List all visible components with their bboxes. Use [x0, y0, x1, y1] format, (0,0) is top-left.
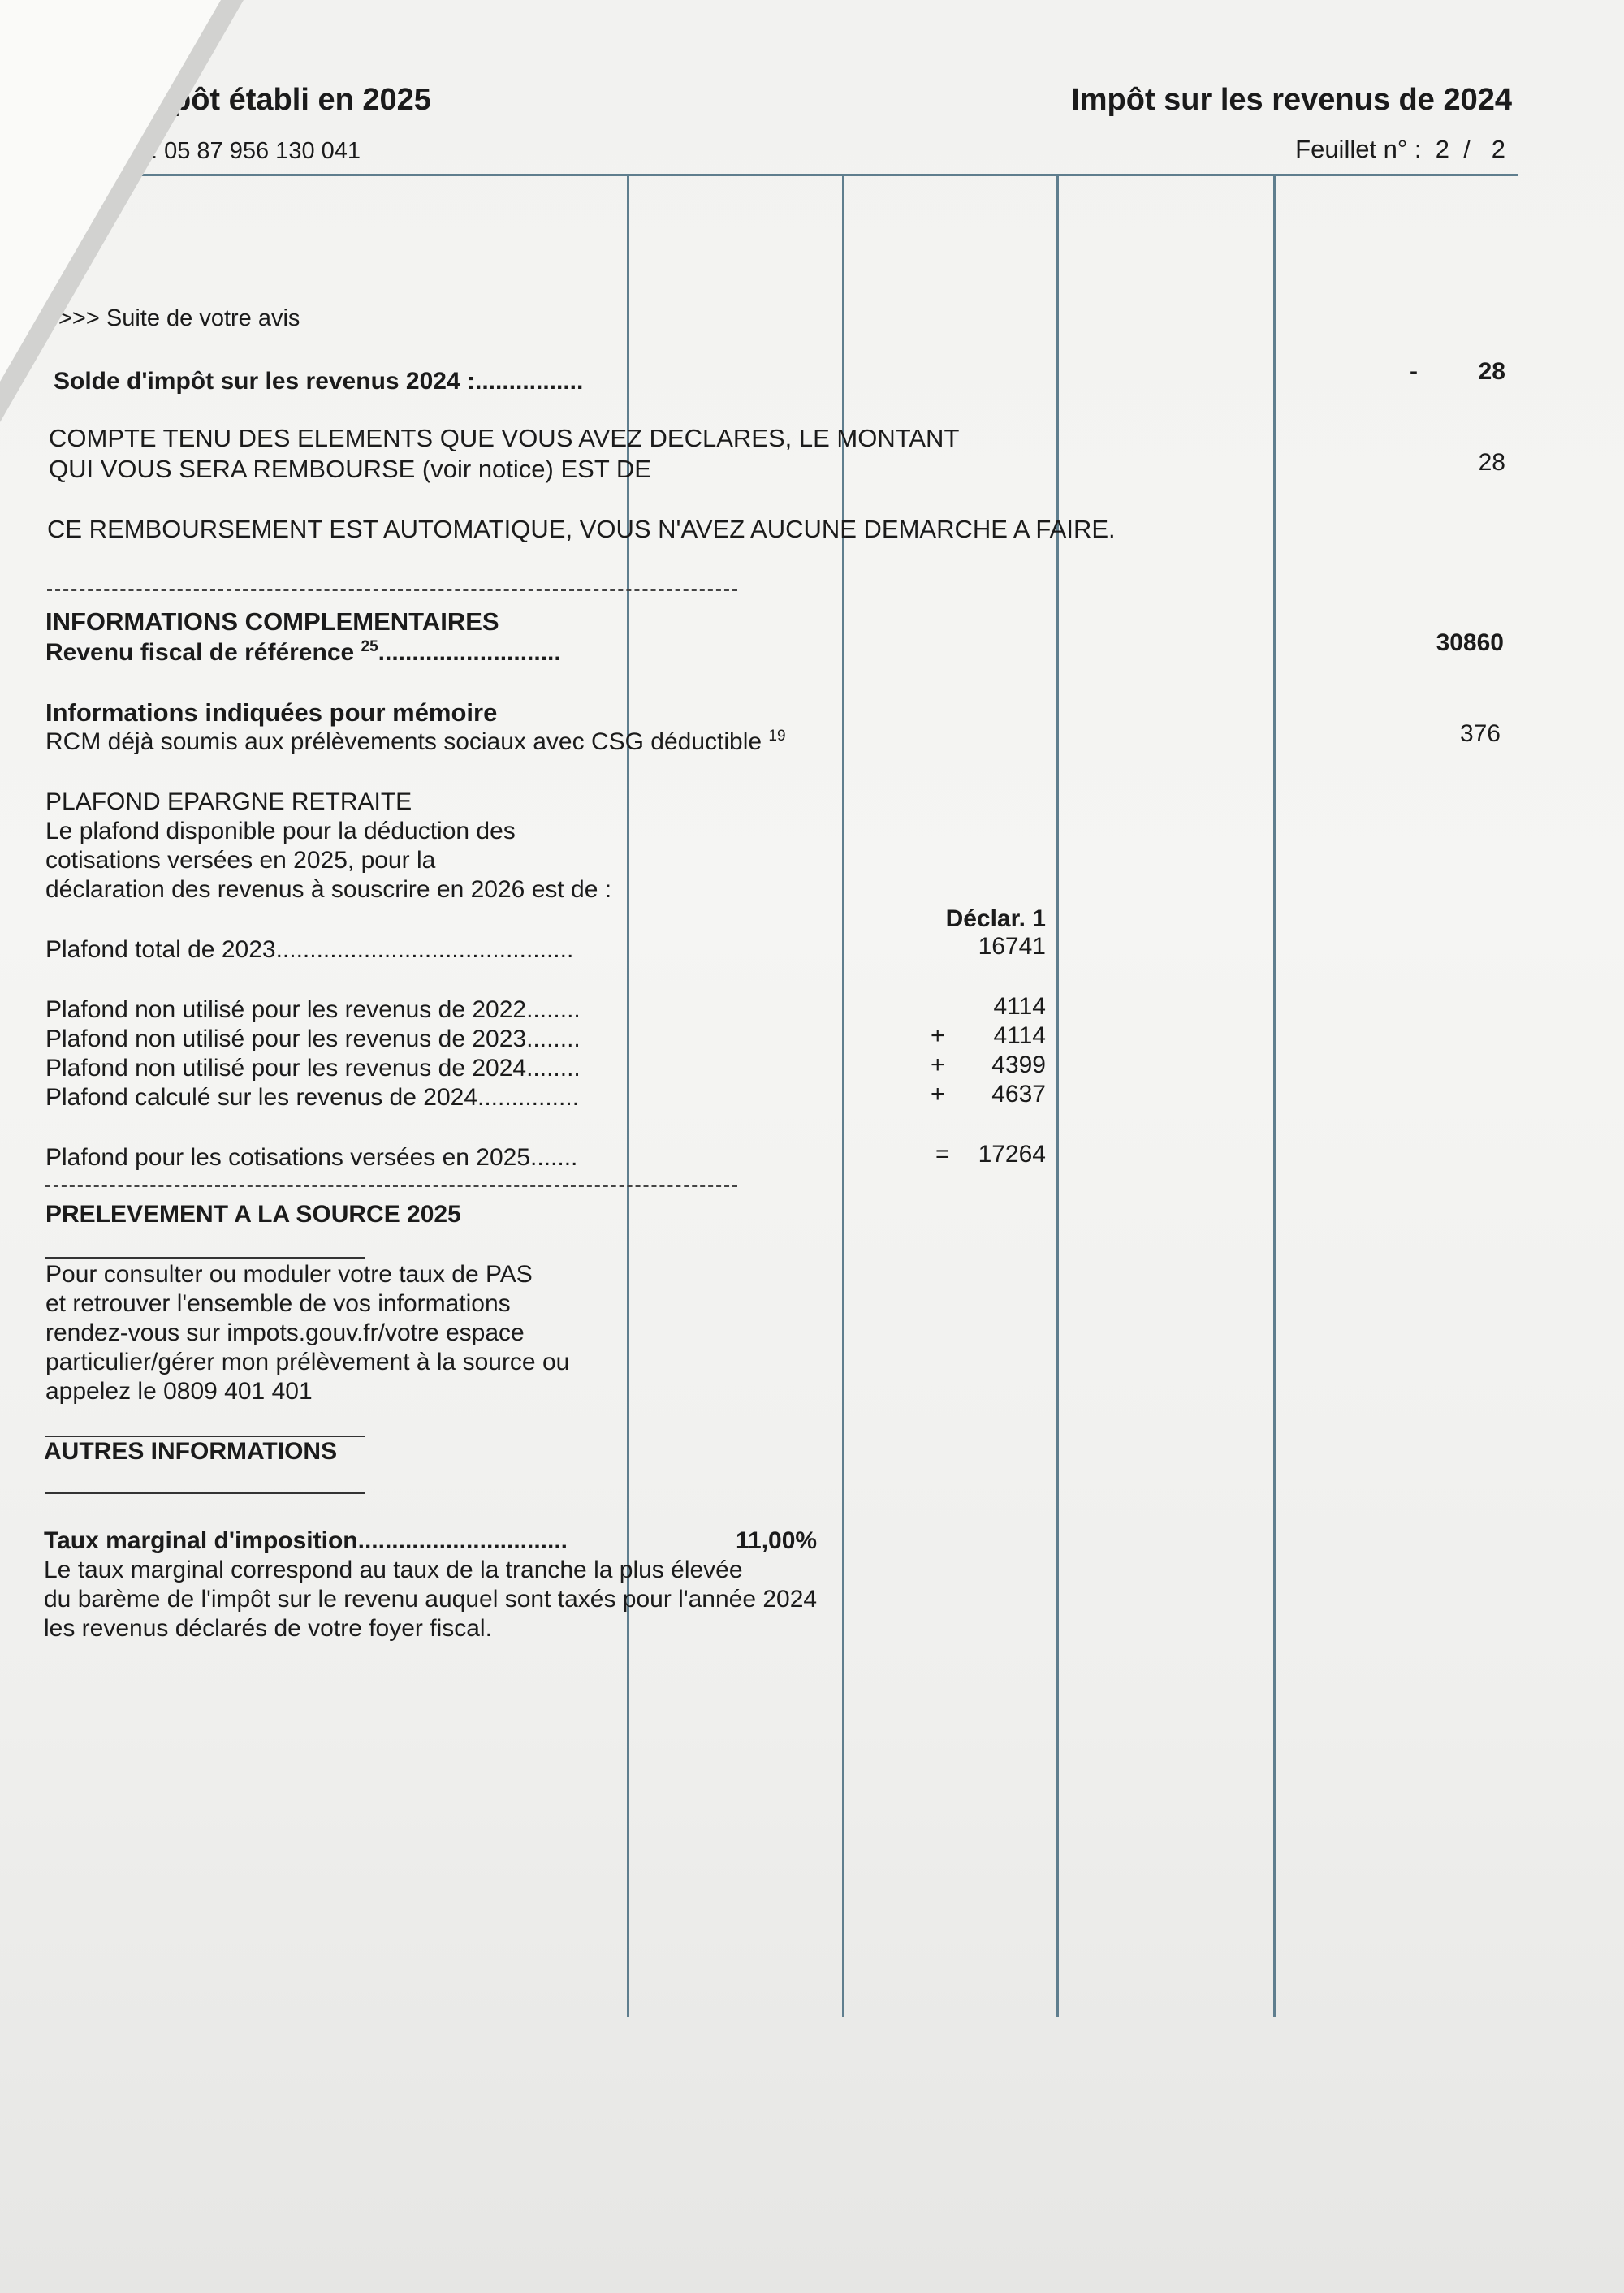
rfr-note-ref: 25 — [361, 638, 378, 655]
solde-value: 28 — [1478, 358, 1505, 385]
rfr-dots: ........................... — [378, 639, 561, 666]
declarant-column-header: Déclar. 1 — [945, 905, 1046, 932]
autres-line: du barème de l'impôt sur le revenu auquel sont taxés pour l'année 2024 — [44, 1586, 818, 1613]
rfr-value: 30860 — [1436, 629, 1504, 656]
autres-line: les revenus déclarés de votre foyer fiscal. — [44, 1615, 492, 1642]
suite-avis: >>> Suite de votre avis — [58, 305, 300, 331]
pas-line: rendez-vous sur impots.gouv.fr/votre espace — [45, 1319, 525, 1346]
plafond-desc-1: Le plafond disponible pour la déduction des — [45, 818, 516, 844]
taux-marginal-value: 11,00% — [736, 1527, 818, 1554]
header-left-title: pôt établi en 2025 — [172, 83, 431, 117]
refund-amount: 28 — [1478, 449, 1505, 476]
plafond-row-value: 17264 — [978, 1141, 1046, 1168]
plafond-row-label: Plafond non utilisé pour les revenus de 2022........ — [45, 996, 581, 1023]
sheet-number — [1295, 135, 1505, 164]
plafond-row-sign: = — [935, 1141, 950, 1168]
autres-heading: AUTRES INFORMATIONS — [44, 1438, 338, 1465]
folded-corner — [0, 0, 221, 382]
autres-line: Le taux marginal correspond au taux de la tranche la plus élevée — [44, 1557, 743, 1583]
plafond-row-label: Plafond non utilisé pour les revenus de 2024........ — [45, 1055, 581, 1082]
compte-line-1: COMPTE TENU DES ELEMENTS QUE VOUS AVEZ DECLARES, LE MONTANT — [49, 424, 960, 452]
sheet-total: 2 — [1491, 135, 1505, 163]
plafond-row-value: 4114 — [993, 1022, 1046, 1049]
separator-dashed-1 — [47, 589, 737, 591]
pas-line: et retrouver l'ensemble de vos informations — [45, 1290, 511, 1317]
pas-line: Pour consulter ou moduler votre taux de PAS — [45, 1261, 533, 1288]
solde-sign: - — [1410, 358, 1418, 385]
sheet-current: 2 — [1435, 135, 1450, 163]
rcm-value: 376 — [1459, 720, 1501, 747]
header-reference-number: : 05 87 956 130 041 — [151, 138, 361, 164]
memo-heading: Informations indiquées pour mémoire — [45, 698, 498, 727]
auto-refund-note: CE REMBOURSEMENT EST AUTOMATIQUE, VOUS N'AVEZ AUCUNE DEMARCHE A FAIRE. — [47, 515, 1116, 543]
plafond-row-label: Plafond pour les cotisations versées en 2025....... — [45, 1144, 578, 1171]
rcm-note-ref: 19 — [768, 728, 786, 745]
pas-line: particulier/gérer mon prélèvement à la source ou — [45, 1349, 570, 1375]
pas-line: appelez le 0809 401 401 — [45, 1378, 313, 1405]
plafond-row-value: 4637 — [991, 1081, 1046, 1108]
column-divider-4 — [1273, 174, 1276, 2017]
plafond-row-value: 4399 — [991, 1051, 1046, 1078]
compte-line-2: QUI VOUS SERA REMBOURSE (voir notice) EST DE — [49, 455, 651, 483]
solde-label: Solde d'impôt sur les revenus 2024 :................ — [54, 368, 584, 395]
plafond-row-value: 16741 — [978, 933, 1046, 960]
plafond-desc-2: cotisations versées en 2025, pour la — [45, 847, 436, 874]
infos-heading: INFORMATIONS COMPLEMENTAIRES — [45, 607, 499, 636]
plafond-row-value: 4114 — [993, 993, 1046, 1020]
rfr-label — [45, 638, 561, 667]
plafond-desc-3: déclaration des revenus à souscrire en 2026 est de : — [45, 876, 612, 903]
rcm-label-text: RCM déjà soumis aux prélèvements sociaux avec CSG déductible — [45, 728, 762, 755]
plafond-row-label: Plafond total de 2023............................................ — [45, 936, 574, 963]
plafond-row-sign: + — [931, 1051, 945, 1078]
header-rule — [130, 174, 1518, 176]
plafond-row-label: Plafond non utilisé pour les revenus de 2023........ — [45, 1026, 581, 1052]
sheet-label: Feuillet n° : — [1295, 135, 1422, 163]
rfr-label-text: Revenu fiscal de référence — [45, 639, 355, 666]
taux-marginal-label: Taux marginal d'imposition............................... — [44, 1527, 568, 1554]
sheet-separator: / — [1463, 135, 1471, 163]
autres-rule-bottom — [45, 1492, 365, 1494]
plafond-heading: PLAFOND EPARGNE RETRAITE — [45, 788, 412, 815]
header-right-title: Impôt sur les revenus de 2024 — [1071, 83, 1512, 117]
plafond-row-sign: + — [931, 1081, 945, 1108]
plafond-row-label: Plafond calculé sur les revenus de 2024............... — [45, 1084, 580, 1111]
pas-heading-rule — [45, 1257, 365, 1259]
column-divider-3 — [1056, 174, 1059, 2017]
plafond-row-sign: + — [931, 1022, 945, 1049]
separator-dashed-2 — [45, 1185, 737, 1187]
rcm-label — [45, 728, 786, 757]
pas-heading: PRELEVEMENT A LA SOURCE 2025 — [45, 1201, 461, 1228]
